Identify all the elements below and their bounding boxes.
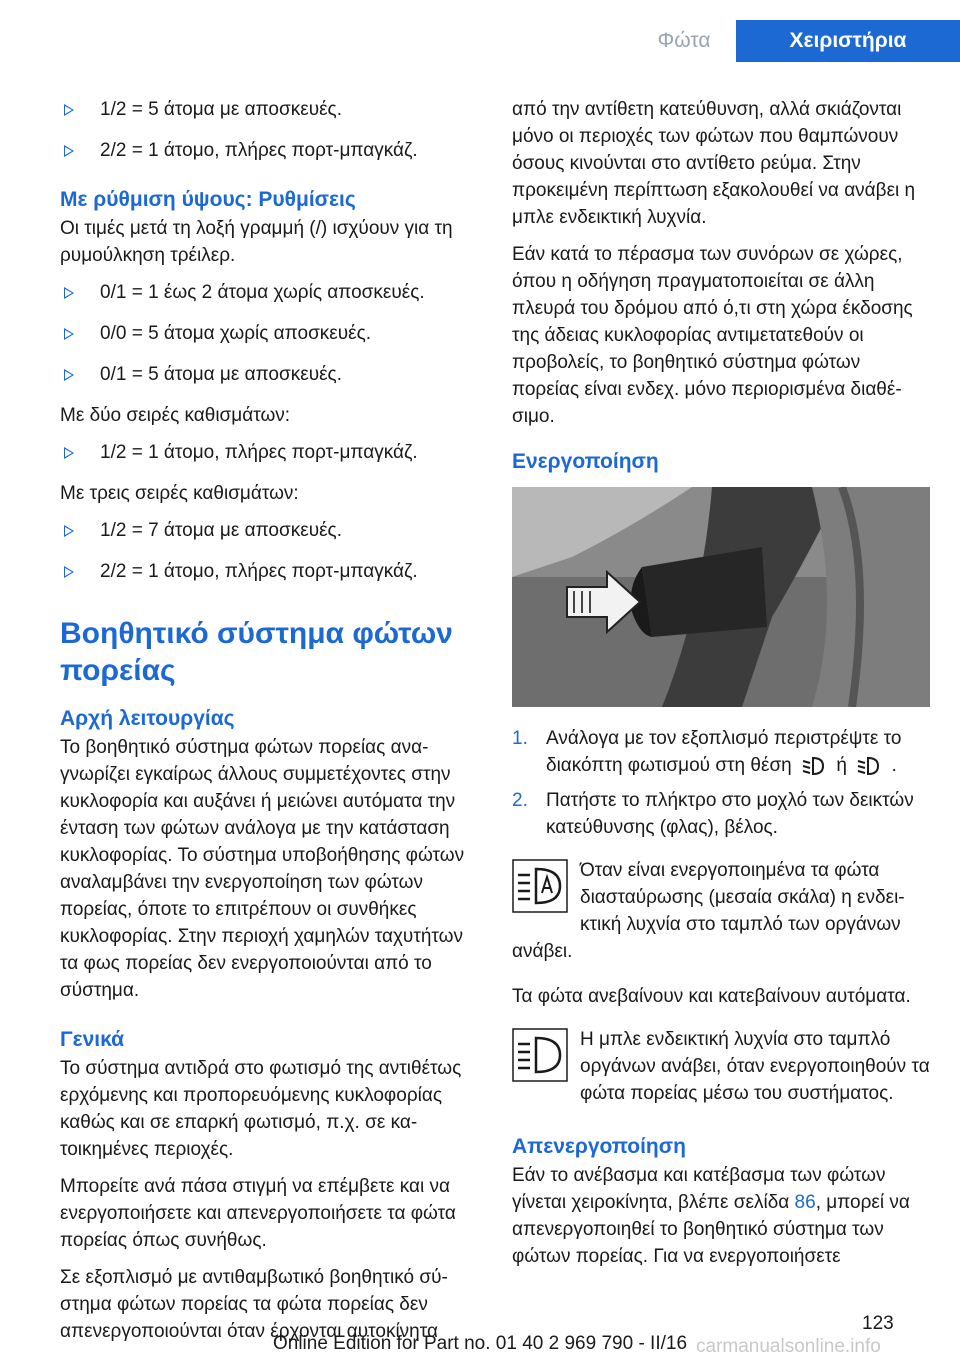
high-beam-assistant-indicator-icon — [512, 859, 568, 913]
triangle-bullet-icon — [64, 566, 74, 578]
turn-signal-lever-photo — [512, 487, 930, 707]
triangle-bullet-icon — [64, 328, 74, 340]
low-beam-icon — [856, 755, 882, 777]
paragraph: Τα φώτα ανεβαίνουν και κατεβαίνουν αυτόματα. — [512, 986, 911, 1007]
edition-footer: Online Edition for Part no. 01 40 2 969 790 - II/16 — [272, 1333, 688, 1354]
heading-general: Γενικά — [60, 1028, 125, 1051]
paragraph: Το σύστημα αντιδρά στο φωτισμό της αντιθέτως ερχόμενης και προπορευόμενης κυκλοφορίας καθώς και σε επαρκή φωτισμό, π.χ. σε κατοικημένες περιοχές. — [60, 1058, 462, 1160]
list-item: 1/2 = 7 άτομα με αποσκευές. — [60, 517, 478, 544]
list-item: 2/2 = 1 άτομο, πλήρες πορτ-μπαγκάζ. — [60, 558, 478, 585]
list-item: 0/1 = 1 έως 2 άτομα χωρίς αποσκευές. — [60, 279, 478, 306]
triangle-bullet-icon — [64, 287, 74, 299]
note-high-beam-indicator: Η μπλε ενδεικτική λυχνία στο ταμπλό οργάνων ανάβει, όταν ενεργοποιηθούν τα φώτα πορείας μέσω του συστήματος. — [512, 1026, 930, 1107]
list-item: 1/2 = 1 άτομο, πλήρες πορτ-μπαγκάζ. — [60, 439, 478, 466]
paragraph: Μπορείτε ανά πάσα στιγμή να επέμβετε και να ενεργοποιήσετε και απενεργοποιήσετε τα φώτα πορείας όπως συνήθως. — [60, 1176, 456, 1251]
paragraph: Σε εξοπλισμό με αντιθαμβωτικό βοηθητικό σύστημα φώτων πορείας τα φώτα πορείας δεν απενεργοποιούνται όταν έρχονται αυτοκίνητα — [60, 1267, 448, 1342]
paragraph: Εάν κατά το πέρασμα των συνόρων σε χώρες, όπου η οδήγηση πραγματοποιείται σε άλλη πλευρά του δρόμου από ό,τι στη χώρα έκδοσης της άδειας κυκλοφορίας αντιμετατεθούν οι προβολείς, το βοηθητικό σύστημα φώτων πορείας είναι ενδεχ. μόνο περιορισμένα διαθέσιμο. — [512, 244, 913, 427]
chapter-tab[interactable]: Χειριστήρια — [736, 20, 960, 62]
low-beam-auto-icon — [801, 755, 827, 777]
heading-height-settings: Με ρύθμιση ύψους: Ρυθμίσεις — [60, 188, 356, 211]
page-header — [0, 0, 960, 62]
paragraph: από την αντίθετη κατεύθυνση, αλλά σκιάζονται μόνο οι περιοχές των φώτων που θαμπώνουν όσους κινούνται στο αντίθετο ρεύμα. Στην προκειμένη περίπτωση εξακολουθεί να ανάβει η μπλε ενδεικτική λυχνία. — [512, 99, 916, 228]
paragraph: Οι τιμές μετά τη λοξή γραμμή (/) ισχύουν για τη ρυμούλκηση τρέιλερ. — [60, 218, 453, 266]
triangle-bullet-icon — [64, 525, 74, 537]
paragraph: Με τρεις σειρές καθισμάτων: — [60, 483, 299, 504]
step-1: 1. Ανάλογα με τον εξοπλισμό περιστρέψτε το διακόπτη φωτισμού στη θέση ή . — [512, 728, 902, 776]
left-column — [60, 96, 478, 1355]
list-item: 1/2 = 5 άτομα με αποσκευές. — [60, 96, 478, 123]
step-2: 2. Πατήστε το πλήκτρο στο μοχλό των δεικτών κατεύθυνσης (φλας), βέλος. — [512, 790, 914, 838]
heading-activation: Ενεργοποίηση — [512, 450, 659, 473]
list-item: 0/1 = 5 άτομα με αποσκευές. — [60, 361, 478, 388]
paragraph: Το βοηθητικό σύστημα φώτων πορείας αναγνωρίζει εγκαίρως άλλους συμμετέχοντες στην κυκλοφορία και αυξάνει ή μειώνει αυτόματα την ένταση των φώτων ανάλογα με την κατάσταση κυκλοφορίας. Το σύστημα υποβοήθησης φώτων αναλαμβάνει την ενεργοποίηση των φώτων πορείας, όποτε το επιτρέπουν οι συνθήκες κυκλοφορίας. Στην περιοχή χαμηλών ταχυτήτων τα φως πορείας δεν ενεργοποιούνται από το σύστημα. — [60, 737, 465, 1001]
section-tab[interactable]: Φώτα — [657, 29, 711, 52]
right-column — [512, 96, 930, 1280]
triangle-bullet-icon — [64, 447, 74, 459]
triangle-bullet-icon — [64, 145, 74, 157]
note-low-beam-indicator: Όταν είναι ενεργοποιημένα τα φώτα διασταύρωσης (μεσαία σκάλα) η ενδεικτική λυχνία στο ταμπλό των οργάνων ανάβει. — [512, 860, 905, 962]
list-item: 2/2 = 1 άτομο, πλήρες πορτ-μπαγκάζ. — [60, 137, 478, 164]
triangle-bullet-icon — [64, 369, 74, 381]
heading-principle: Αρχή λειτουργίας — [60, 707, 235, 730]
paragraph: Εάν το ανέβασμα και κατέβασμα των φώτων γίνεται χειροκίνητα, βλέπε σελίδα 86, μπορεί να απενεργοποιηθεί το βοηθητικό σύστημα των φώτων πορείας. Για να ενεργοποιήσετε — [512, 1165, 910, 1267]
heading-high-beam-assistant: Βοηθητικό σύστημα φώτων πορείας — [60, 617, 453, 687]
list-item: 0/0 = 5 άτομα χωρίς αποσκευές. — [60, 320, 478, 347]
page-number: 123 — [862, 1313, 894, 1334]
high-beam-indicator-icon — [512, 1028, 568, 1082]
paragraph: Με δύο σειρές καθισμάτων: — [60, 405, 291, 426]
heading-deactivation: Απενεργοποίηση — [512, 1135, 686, 1158]
page-link-86[interactable]: 86 — [794, 1192, 816, 1213]
watermark: carmanualsonline.info — [696, 1336, 881, 1357]
triangle-bullet-icon — [64, 104, 74, 116]
